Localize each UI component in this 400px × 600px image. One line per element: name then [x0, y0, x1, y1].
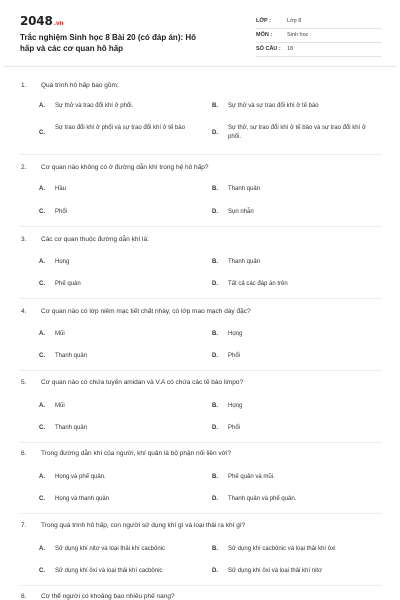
option-text: Sử dụng khí nitơ và loại thải khí cacbônic — [55, 546, 166, 552]
option-letter: C. — [39, 209, 45, 215]
meta-class — [256, 14, 382, 29]
option-text: Họng và thanh quản — [55, 496, 110, 502]
site-logo[interactable] — [20, 14, 63, 28]
divider — [20, 154, 382, 155]
option-letter: D. — [212, 281, 218, 287]
question-number: 7. — [21, 522, 27, 529]
option-letter: D. — [212, 353, 218, 359]
option-letter: C. — [39, 130, 45, 136]
option-letter: A. — [39, 474, 45, 480]
option-text: Phổi — [228, 353, 241, 359]
option-text: Phế quản và mũi. — [228, 474, 275, 480]
option-letter: B. — [212, 103, 218, 109]
option-text: Hầu — [55, 186, 67, 192]
option-letter: D. — [212, 425, 218, 431]
question-number: 2. — [21, 164, 27, 171]
logo-text: 2048 — [20, 14, 53, 28]
option-text: Sự trao đổi khí ở phổi và sự trao đổi khí ở tế bào — [55, 125, 185, 131]
option-text: Sử dụng khí cacbônic và loại thải khí ôxi — [228, 546, 336, 552]
option-letter: A. — [39, 259, 45, 265]
option-text: Họng và phế quản. — [55, 474, 106, 480]
option-text: Sự thở, sự trao đổi khí ở tế bào và sự trao đổi khí ở phổi. — [228, 125, 366, 140]
meta-label: MÔN : — [256, 32, 273, 38]
question-text: Cơ quan nào có chứa tuyến amidan và V.A có chứa các tế bào limpo? — [41, 379, 244, 386]
question-number: 4. — [21, 308, 27, 315]
question-number: 5. — [21, 379, 27, 386]
divider — [20, 442, 382, 443]
meta-count — [256, 42, 382, 57]
option-text: Phổi — [228, 425, 241, 431]
option-text: Thanh quản — [228, 259, 261, 265]
option-letter: A. — [39, 186, 45, 192]
question-text: Các cơ quan thuộc đường dẫn khí là: — [41, 236, 149, 243]
question-number: 1. — [21, 82, 27, 89]
divider — [20, 298, 382, 299]
question-number: 8. — [21, 593, 27, 600]
option-letter: A. — [39, 546, 45, 552]
option-letter: D. — [212, 209, 218, 215]
meta-subject — [256, 28, 382, 43]
question-text: Trong đường dẫn khí của người, khí quản là bộ phận nối liền với? — [41, 450, 232, 457]
option-text: Họng — [228, 331, 243, 337]
option-letter: D. — [212, 130, 218, 136]
option-letter: D. — [212, 496, 218, 502]
quiz-sheet — [4, 0, 396, 600]
divider — [20, 370, 382, 371]
option-text: Mũi — [55, 331, 65, 337]
option-text: Phế quản — [55, 281, 81, 287]
option-letter: C. — [39, 496, 45, 502]
option-text: Sự thở và sự trao đổi khí ở tế bào — [228, 103, 319, 109]
meta-value: Lớp 8 — [287, 18, 302, 24]
quiz-title: Trắc nghiệm Sinh học 8 Bài 20 (có đáp án): Hô hấp và các cơ quan hô hấp — [20, 33, 197, 53]
logo-suffix: .vn — [53, 20, 64, 27]
question-text: Trong quá trình hô hấp, con người sử dụng khí gì và loại thải ra khí gì? — [41, 522, 246, 529]
option-letter: B. — [212, 259, 218, 265]
question-text: Quá trình hô hấp bao gồm: — [41, 82, 119, 89]
quiz-header — [4, 0, 396, 67]
option-text: Tất cả các đáp án trên — [228, 281, 288, 287]
option-letter: A. — [39, 331, 45, 337]
option-text: Sử dụng khí ôxi và loại thải khí cacbônic — [55, 568, 163, 574]
option-letter: C. — [39, 281, 45, 287]
option-letter: B. — [212, 331, 218, 337]
question-number: 6. — [21, 450, 27, 457]
question-text: Cơ quan nào không có ở đường dẫn khí trong hệ hô hấp? — [41, 164, 209, 171]
option-text: Sử dụng khí ôxi và loại thải khí nitơ — [228, 568, 323, 574]
question-number: 3. — [21, 236, 27, 243]
option-text: Thanh quản — [55, 353, 88, 359]
divider — [20, 585, 382, 586]
question-text: Cơ thể người có khoảng bao nhiêu phế nang? — [41, 593, 175, 600]
option-letter: C. — [39, 425, 45, 431]
option-letter: D. — [212, 568, 218, 574]
option[interactable] — [212, 124, 384, 144]
option-letter: B. — [212, 474, 218, 480]
option-text: Mũi — [55, 403, 65, 409]
question-text: Cơ quan nào có lớp niêm mạc tiết chất nhày, có lớp mao mạch dày đặc? — [41, 308, 251, 315]
divider — [20, 513, 382, 514]
option-text: Sự thở và trao đổi khí ở phổi. — [55, 103, 134, 109]
option-letter: C. — [39, 353, 45, 359]
option-letter: A. — [39, 403, 45, 409]
option-letter: B. — [212, 403, 218, 409]
option-letter: B. — [212, 186, 218, 192]
option-text: Thanh quản — [228, 186, 261, 192]
divider — [20, 226, 382, 227]
meta-value: 18 — [287, 46, 294, 52]
option-text: Sụn nhẫn — [228, 209, 254, 215]
meta-label: LỚP : — [256, 18, 271, 24]
option-text: Phổi — [55, 209, 68, 215]
meta-value: Sinh học — [287, 32, 309, 38]
option-text: Họng — [55, 259, 70, 265]
option-letter: C. — [39, 568, 45, 574]
option-letter: B. — [212, 546, 218, 552]
option-text: Thanh quản và phế quản. — [228, 496, 297, 502]
option-text: Thanh quản — [55, 425, 88, 431]
option-text: Họng — [228, 403, 243, 409]
meta-label: SỐ CÂU : — [256, 46, 281, 52]
option-letter: A. — [39, 103, 45, 109]
option[interactable] — [39, 124, 211, 144]
